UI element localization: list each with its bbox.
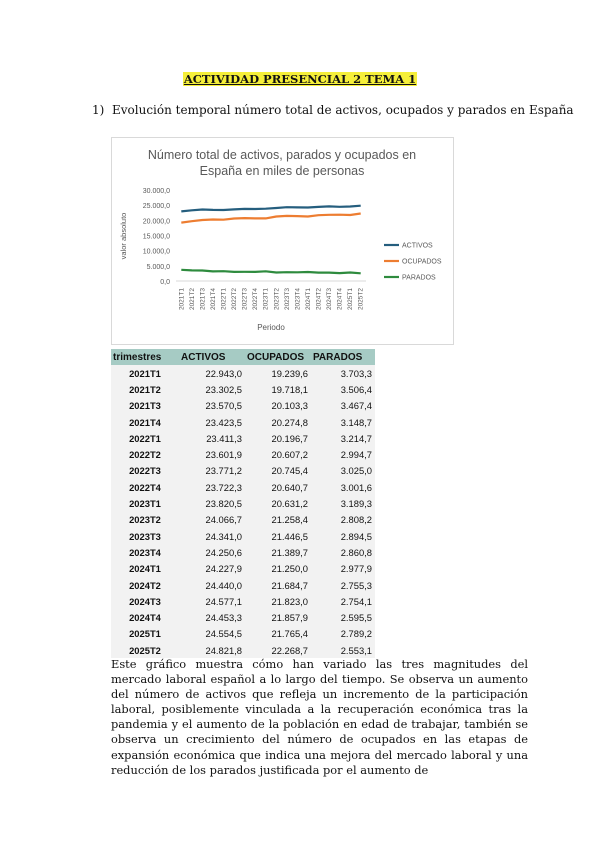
table-row — [111, 561, 375, 577]
x-tick-label: 2023T2 — [273, 288, 281, 311]
table-row — [111, 528, 375, 544]
cell-value: 24.440,0 — [179, 577, 245, 593]
cell-value: 3.214,7 — [311, 430, 375, 446]
cell-value: 21.857,9 — [245, 609, 311, 625]
table-row — [111, 479, 375, 495]
table-row — [111, 430, 375, 446]
header-parados: PARADOS — [311, 349, 375, 365]
y-axis-label: valor absoluto — [119, 212, 128, 260]
cell-value: 2.553,1 — [311, 642, 375, 658]
cell-trimestre: 2021T3 — [111, 398, 179, 414]
series-line-parados — [181, 270, 360, 274]
x-tick-label: 2021T2 — [188, 288, 196, 311]
cell-value: 21.389,7 — [245, 544, 311, 560]
cell-value: 23.570,5 — [179, 398, 245, 414]
cell-value: 23.423,5 — [179, 414, 245, 430]
cell-value: 21.765,4 — [245, 626, 311, 642]
cell-value: 3.467,4 — [311, 398, 375, 414]
table-row — [111, 446, 375, 462]
cell-value: 23.601,9 — [179, 446, 245, 462]
cell-value: 24.577,1 — [179, 593, 245, 609]
cell-value: 20.274,8 — [245, 414, 311, 430]
cell-value: 2.808,2 — [311, 512, 375, 528]
y-tick-label: 15.000,0 — [142, 233, 170, 241]
table-header-row — [111, 349, 375, 365]
table-row — [111, 577, 375, 593]
cell-value: 22.268,7 — [245, 642, 311, 658]
cell-value: 2.754,1 — [311, 593, 375, 609]
table-row — [111, 512, 375, 528]
cell-trimestre: 2021T2 — [111, 381, 179, 397]
cell-value: 2.977,9 — [311, 561, 375, 577]
x-tick-label: 2022T3 — [241, 288, 249, 311]
series-line-ocupados — [181, 214, 360, 223]
cell-value: 3.506,4 — [311, 381, 375, 397]
cell-trimestre: 2025T1 — [111, 626, 179, 642]
body-paragraph: Este gráfico muestra cómo han variado las tres magnitudes del mercado laboral español a lo largo del tiempo. Se observa un aumento del número de activos que refleja un incremento de la participación laboral, posiblemente vinculada a la recuperación económica tras la pandemia y el aumento de la población en edad de trabajar, también se observa un crecimiento del número de ocupados en las etapas de expansión económica que indica una mejora del mercado laboral y una reducción de los parados justificada por el aumento de — [111, 657, 528, 777]
cell-trimestre: 2023T3 — [111, 528, 179, 544]
cell-trimestre: 2022T1 — [111, 430, 179, 446]
table-row — [111, 414, 375, 430]
legend-label-parados: PARADOS — [402, 274, 436, 282]
cell-value: 24.250,6 — [179, 544, 245, 560]
cell-value: 3.001,6 — [311, 479, 375, 495]
legend-label-ocupados: OCUPADOS — [402, 258, 442, 266]
header-ocupados: OCUPADOS — [245, 349, 311, 365]
y-tick-label: 0,0 — [160, 279, 170, 286]
series-line-activos — [181, 206, 360, 212]
cell-trimestre: 2024T2 — [111, 577, 179, 593]
table-row — [111, 381, 375, 397]
cell-value: 20.640,7 — [245, 479, 311, 495]
cell-value: 2.994,7 — [311, 446, 375, 462]
cell-value: 21.446,5 — [245, 528, 311, 544]
x-tick-label: 2023T3 — [283, 288, 291, 311]
cell-value: 3.703,3 — [311, 365, 375, 381]
table-row — [111, 365, 375, 381]
cell-value: 24.453,3 — [179, 609, 245, 625]
cell-value: 20.631,2 — [245, 495, 311, 511]
cell-value: 23.411,3 — [179, 430, 245, 446]
table-row — [111, 626, 375, 642]
cell-value: 20.196,7 — [245, 430, 311, 446]
cell-value: 23.302,5 — [179, 381, 245, 397]
cell-value: 2.894,5 — [311, 528, 375, 544]
cell-value: 23.771,2 — [179, 463, 245, 479]
cell-value: 21.250,0 — [245, 561, 311, 577]
cell-value: 20.607,2 — [245, 446, 311, 462]
x-tick-label: 2024T2 — [315, 288, 323, 311]
table-row — [111, 642, 375, 658]
question-heading — [92, 103, 574, 117]
x-tick-label: 2022T2 — [231, 288, 239, 311]
x-tick-label: 2021T1 — [178, 288, 186, 311]
cell-value: 24.821,8 — [179, 642, 245, 658]
cell-value: 23.820,5 — [179, 495, 245, 511]
cell-value: 19.239,6 — [245, 365, 311, 381]
page-title: ACTIVIDAD PRESENCIAL 2 TEMA 1 — [183, 72, 417, 86]
x-tick-label: 2024T3 — [326, 288, 334, 311]
chart-title-line2: España en miles de personas — [199, 164, 365, 178]
x-tick-label: 2025T1 — [347, 288, 355, 311]
line-chart — [111, 137, 454, 345]
cell-value: 24.066,7 — [179, 512, 245, 528]
x-axis-label: Periodo — [257, 323, 285, 332]
cell-value: 22.943,0 — [179, 365, 245, 381]
cell-trimestre: 2022T4 — [111, 479, 179, 495]
table-row — [111, 609, 375, 625]
table-row — [111, 544, 375, 560]
cell-trimestre: 2024T4 — [111, 609, 179, 625]
cell-trimestre: 2023T4 — [111, 544, 179, 560]
cell-value: 2.755,3 — [311, 577, 375, 593]
cell-value: 24.554,5 — [179, 626, 245, 642]
y-tick-label: 5.000,0 — [146, 263, 170, 271]
x-tick-label: 2022T4 — [252, 288, 260, 311]
table-row — [111, 495, 375, 511]
cell-trimestre: 2024T3 — [111, 593, 179, 609]
cell-value: 24.227,9 — [179, 561, 245, 577]
cell-value: 23.722,3 — [179, 479, 245, 495]
x-tick-label: 2022T1 — [220, 288, 228, 311]
x-tick-label: 2025T2 — [357, 288, 365, 311]
question-number: 1) — [92, 103, 105, 117]
x-tick-label: 2023T4 — [294, 288, 302, 311]
cell-trimestre: 2025T2 — [111, 642, 179, 658]
question-text: Evolución temporal número total de activos, ocupados y parados en España — [112, 103, 574, 117]
cell-trimestre: 2023T2 — [111, 512, 179, 528]
cell-value: 3.148,7 — [311, 414, 375, 430]
cell-value: 21.823,0 — [245, 593, 311, 609]
cell-value: 21.684,7 — [245, 577, 311, 593]
x-tick-label: 2021T4 — [209, 288, 217, 311]
cell-value: 3.189,3 — [311, 495, 375, 511]
cell-trimestre: 2022T3 — [111, 463, 179, 479]
y-tick-label: 10.000,0 — [142, 248, 170, 256]
cell-value: 20.745,4 — [245, 463, 311, 479]
table-row — [111, 463, 375, 479]
x-tick-label: 2021T3 — [199, 288, 207, 311]
cell-trimestre: 2024T1 — [111, 561, 179, 577]
cell-value: 21.258,4 — [245, 512, 311, 528]
cell-value: 2.860,8 — [311, 544, 375, 560]
cell-trimestre: 2021T1 — [111, 365, 179, 381]
cell-value: 2.789,2 — [311, 626, 375, 642]
y-tick-label: 30.000,0 — [142, 188, 170, 195]
x-tick-label: 2023T1 — [262, 288, 270, 311]
cell-trimestre: 2023T1 — [111, 495, 179, 511]
x-tick-label: 2024T4 — [336, 288, 344, 311]
cell-value: 20.103,3 — [245, 398, 311, 414]
cell-value: 24.341,0 — [179, 528, 245, 544]
header-trimestres: trimestres — [111, 349, 179, 365]
cell-value: 19.718,1 — [245, 381, 311, 397]
table-row — [111, 398, 375, 414]
data-table — [111, 349, 375, 658]
legend-label-activos: ACTIVOS — [402, 242, 433, 250]
y-tick-label: 20.000,0 — [142, 218, 170, 226]
table-row — [111, 593, 375, 609]
header-activos: ACTIVOS — [179, 349, 245, 365]
cell-trimestre: 2022T2 — [111, 446, 179, 462]
cell-value: 2.595,5 — [311, 609, 375, 625]
x-tick-label: 2024T1 — [304, 288, 312, 311]
y-tick-label: 25.000,0 — [142, 203, 170, 211]
cell-value: 3.025,0 — [311, 463, 375, 479]
chart-svg — [112, 138, 453, 344]
chart-title-line1: Número total de activos, parados y ocupados en — [147, 148, 417, 162]
cell-trimestre: 2021T4 — [111, 414, 179, 430]
